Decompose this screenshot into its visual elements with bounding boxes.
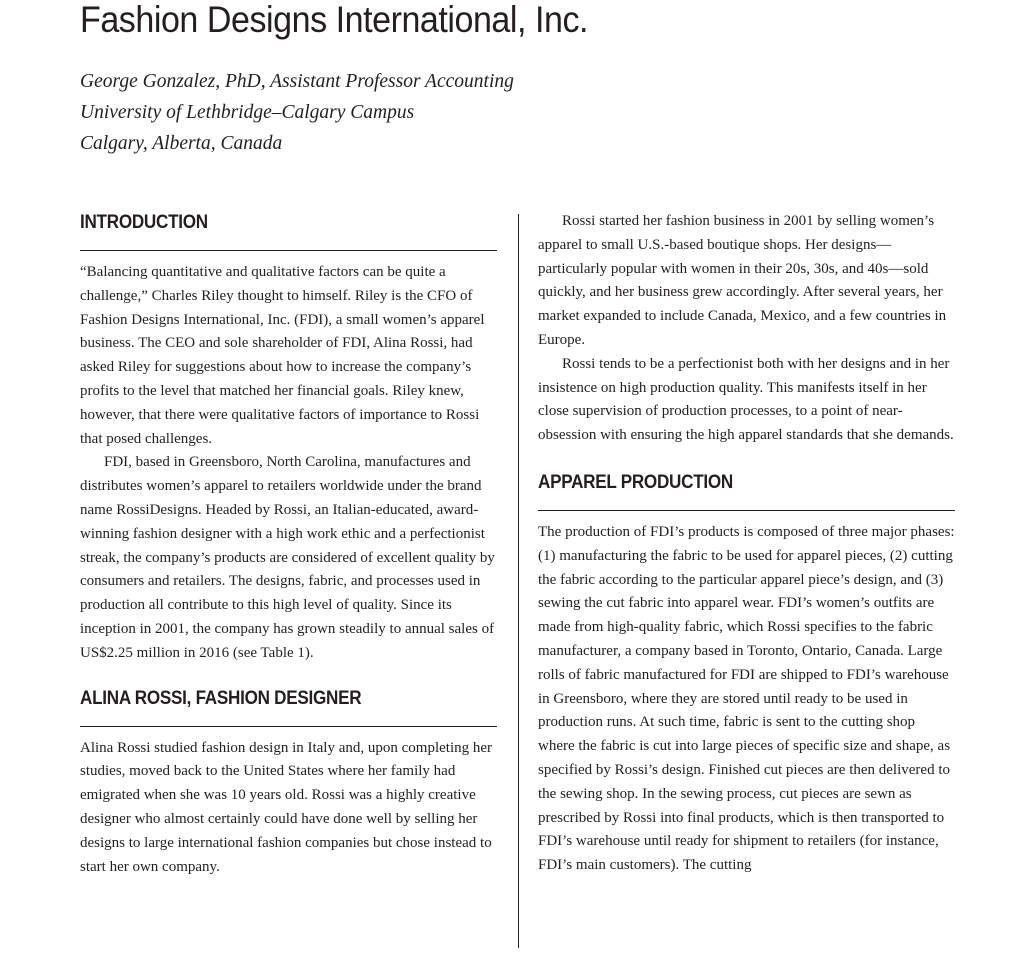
author-affiliation: University of Lethbridge–Calgary Campus bbox=[80, 102, 415, 123]
production-section bbox=[538, 466, 955, 878]
right-column bbox=[538, 210, 955, 878]
column-divider bbox=[518, 214, 519, 948]
section-rule bbox=[80, 250, 497, 251]
author-name: George Gonzalez, PhD, Assistant Professor Accounting bbox=[80, 71, 514, 92]
introduction-section bbox=[80, 206, 497, 666]
page-title: Fashion Designs International, Inc. bbox=[80, 0, 589, 40]
introduction-paragraph-2: FDI, based in Greensboro, North Carolina, manufactures and distributes women’s apparel to retailers worldwide under the brand name RossiDesigns. Headed by Rossi, an Italian-educated, award-winning fashion designer with a high work ethic and a perfectionist streak, the company’s products are considered of excellent quality by consumers and retailers. The designs, fabric, and processes used in production all contribute to this high level of quality. Since its inception in 2001, the company has grown steadily to annual sales of US$2.25 million in 2016 (see Table 1). bbox=[80, 454, 495, 661]
left-column bbox=[80, 206, 497, 879]
author-block bbox=[80, 66, 514, 159]
section-rule bbox=[80, 726, 497, 727]
designer-paragraph-3: Rossi tends to be a perfectionist both with her designs and in her insistence on high production quality. This manifests itself in her close supervision of production processes, to a point of near-obsession with ensuring the high apparel standards that she demands. bbox=[538, 355, 954, 444]
designer-section bbox=[80, 682, 497, 880]
production-heading: APPAREL PRODUCTION bbox=[538, 471, 733, 493]
introduction-heading: INTRODUCTION bbox=[80, 212, 208, 233]
production-paragraph-1: The production of FDI’s products is composed of three major phases: (1) manufacturing the fabric to be used for apparel pieces, (2) cutting the fabric according to the particular apparel piece’s design, and (3) sewing the cut fabric into apparel wear. FDI’s women’s outfits are made from high-quality fabric, which Rossi specifies to the fabric manufacturer, a company based in Toronto, Ontario, Canada. Large rolls of fabric manufactured for FDI are shipped to FDI’s warehouse in Greensboro, where they are stored until ready to be used in production runs. At such time, fabric is sent to the cutting shop where the fabric is cut into large pieces of specific size and shape, as specified by Rossi’s design. Finished cut pieces are then delivered to the sewing shop. In the sewing process, cut pieces are sewn as prescribed by Rossi into final products, which is then transported to FDI’s warehouse until ready for shipment to retailers (for instance, FDI’s main customers). The cutting bbox=[538, 523, 955, 874]
author-location: Calgary, Alberta, Canada bbox=[80, 133, 283, 154]
designer-paragraph-1: Alina Rossi studied fashion design in Italy and, upon completing her studies, moved back to the United States where her family had emigrated when she was 10 years old. Rossi was a highly creative designer who almost certainly could have done well by selling her designs to large international fashion companies but chose instead to start her own company. bbox=[80, 739, 493, 875]
designer-paragraph-2: Rossi started her fashion business in 2001 by selling women’s apparel to small U.S.-based boutique shops. Her designs—particularly popular with women in their 20s, 30s, and 40s—sold quickly, and her business grew accordingly. After several years, her market expanded to include Canada, Mexico, and a few countries in Europe. bbox=[538, 213, 947, 348]
designer-heading: ALINA ROSSI, FASHION DESIGNER bbox=[80, 687, 362, 709]
section-rule bbox=[538, 510, 955, 511]
introduction-paragraph-1: “Balancing quantitative and qualitative factors can be quite a challenge,” Charles Riley thought to himself. Riley is the CFO of Fashion Designs International, Inc. (FDI), a small women’s apparel business. The CEO and sole shareholder of FDI, Alina Rossi, had asked Riley for suggestions about how to increase the company’s profits to the level that matched her financial goals. Riley knew, however, that there were qualitative factors of importance to Rossi that posed challenges. bbox=[80, 264, 485, 447]
